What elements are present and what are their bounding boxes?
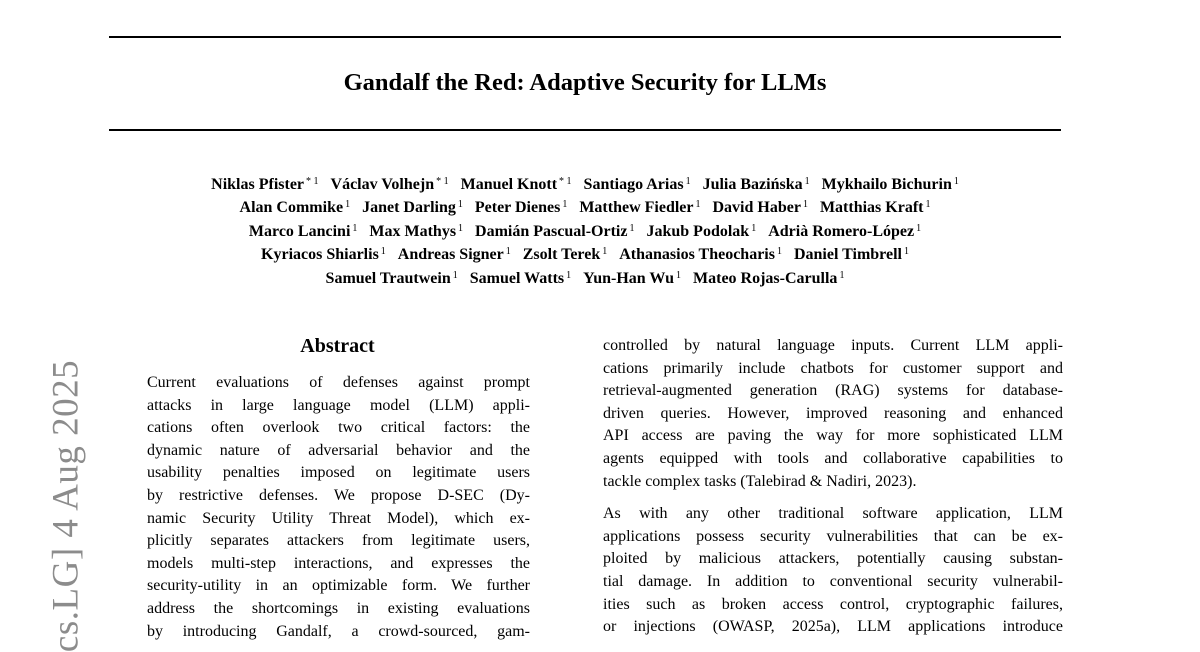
author-affiliation-mark: 1 <box>916 222 922 234</box>
author-name-text: Kyriacos Shiarlis <box>261 246 379 264</box>
author-affiliation-mark: 1 <box>452 269 458 281</box>
abstract-line: Current evaluations of defenses against prompt <box>147 374 530 391</box>
author-name <box>470 270 571 287</box>
intro-line: agents equipped with tools and collaborative capabilities to <box>603 449 1063 467</box>
author-name <box>261 246 386 263</box>
author-name-text: Samuel Watts <box>469 269 565 287</box>
abstract-line: by introducing Gandalf, a crowd-sourced, gam- <box>147 622 530 640</box>
author-affiliation-mark: 1 <box>953 176 959 187</box>
author-affiliation-mark: 1 <box>566 269 572 281</box>
author-affiliation-mark: * 1 <box>436 176 449 187</box>
author-name-text: Julia Bazińska <box>702 176 803 193</box>
author-affiliation-mark: 1 <box>925 199 931 211</box>
abstract-line: by restrictive defenses. We propose D-SEC (Dy- <box>147 486 530 504</box>
abstract-line: dynamic nature of adversarial behavior and the <box>147 441 530 459</box>
author-name-text: Matthias Kraft <box>819 199 924 217</box>
author-name-text: Václav Volhejn <box>330 176 435 193</box>
author-affiliation-mark: 1 <box>345 199 351 211</box>
author-line <box>80 267 1090 290</box>
intro-paragraph <box>603 335 1063 493</box>
abstract-line: namic Security Utility Threat Model), which ex- <box>147 509 530 527</box>
title-rule-bottom <box>109 129 1061 131</box>
author-affiliation-mark: 1 <box>839 269 845 281</box>
author-affiliation-mark: 1 <box>562 199 568 211</box>
author-name <box>822 176 959 193</box>
author-name <box>693 270 844 287</box>
author-affiliation-mark: 1 <box>685 176 691 187</box>
author-affiliation-mark: 1 <box>352 222 358 234</box>
author-name <box>369 223 463 240</box>
author-affiliation-mark: 1 <box>804 176 810 187</box>
author-affiliation-mark: * 1 <box>306 176 319 187</box>
author-name-text: Samuel Trautwein <box>325 269 451 287</box>
author-name <box>249 223 357 240</box>
author-list <box>80 173 1090 290</box>
author-name-text: Mykhailo Bichurin <box>821 176 952 193</box>
author-name-text: Janet Darling <box>362 199 456 217</box>
author-affiliation-mark: 1 <box>695 199 701 211</box>
author-affiliation-mark: 1 <box>380 246 386 258</box>
author-name <box>583 270 681 287</box>
intro-line: controlled by natural language inputs. Current LLM appli- <box>603 337 1063 354</box>
abstract-line: models multi-step interactions, and expresses the <box>147 554 530 572</box>
author-affiliation-mark: * 1 <box>559 176 572 187</box>
arxiv-stamp: cs.LG] 4 Aug 2025 <box>45 359 87 652</box>
author-name-text: Andreas Signer <box>397 246 504 264</box>
intro-line: ploited by malicious attackers, potentially causing substan- <box>603 550 1063 568</box>
author-name <box>523 246 608 263</box>
author-name <box>579 199 700 216</box>
author-name-text: Daniel Timbrell <box>793 246 902 264</box>
intro-column <box>603 335 1063 639</box>
author-name <box>211 176 318 193</box>
author-affiliation-mark: 1 <box>676 269 682 281</box>
author-affiliation-mark: 1 <box>457 199 463 211</box>
author-name-text: Mateo Rojas-Carulla <box>693 269 838 287</box>
author-name-text: Manuel Knott <box>460 176 558 193</box>
author-name <box>768 223 921 240</box>
author-line <box>80 220 1090 243</box>
author-name <box>362 199 463 216</box>
author-affiliation-mark: 1 <box>602 246 608 258</box>
intro-line: retrieval-augmented generation (RAG) systems for database- <box>603 382 1063 400</box>
intro-line: As with any other traditional software application, LLM <box>603 505 1063 523</box>
intro-line: ities such as broken access control, cryptographic failures, <box>603 595 1063 613</box>
intro-line: cations primarily include chatbots for customer support and <box>603 359 1063 377</box>
abstract-line: usability penalties imposed on legitimate users <box>147 464 530 482</box>
author-name <box>326 270 458 287</box>
author-name-text: Zsolt Terek <box>522 246 601 264</box>
abstract-line: cations often overlook two critical factors: the <box>147 419 530 437</box>
author-name-text: Adrià Romero-López <box>768 222 915 240</box>
author-name-text: Niklas Pfister <box>211 176 305 193</box>
intro-paragraph <box>603 503 1063 639</box>
author-name-text: Yun-Han Wu <box>583 269 675 287</box>
abstract-heading: Abstract <box>300 335 375 357</box>
author-name <box>646 223 756 240</box>
intro-line: API access are paving the way for more sophisticated LLM <box>603 427 1063 445</box>
author-name <box>240 199 351 216</box>
abstract-line: plicitly separates attackers from legitimate users, <box>147 532 530 550</box>
author-affiliation-mark: 1 <box>776 246 782 258</box>
intro-line: or injections (OWASP, 2025a), LLM applications introduce <box>603 618 1063 636</box>
paper-title: Gandalf the Red: Adaptive Security for LLMs <box>343 69 827 96</box>
author-name-text: Marco Lancini <box>248 222 351 240</box>
abstract-line: address the shortcomings in existing evaluations <box>147 599 530 617</box>
author-name <box>619 246 782 263</box>
author-line <box>80 243 1090 266</box>
intro-line: applications possess security vulnerabilities that can be ex- <box>603 527 1063 545</box>
author-name-text: Damián Pascual-Ortiz <box>475 222 628 240</box>
author-name <box>584 176 691 193</box>
intro-line: tackle complex tasks (Talebirad & Nadiri, 2023). <box>603 472 917 490</box>
author-name <box>820 199 931 216</box>
author-name-text: Athanasios Theocharis <box>619 246 775 264</box>
abstract-line: security-utility in an optimizable form. We further <box>147 577 530 595</box>
author-affiliation-mark: 1 <box>802 199 808 211</box>
author-name <box>461 176 572 193</box>
author-name <box>475 199 567 216</box>
author-name-text: Max Mathys <box>369 222 457 240</box>
author-name <box>713 199 808 216</box>
intro-line: driven queries. However, improved reasoning and enhanced <box>603 404 1063 422</box>
author-affiliation-mark: 1 <box>629 222 635 234</box>
author-name-text: Jakub Podolak <box>646 222 750 240</box>
author-name <box>331 176 449 193</box>
author-name-text: Santiago Arias <box>583 176 684 193</box>
author-name-text: David Haber <box>712 199 801 217</box>
author-name-text: Peter Dienes <box>474 199 561 217</box>
author-name <box>398 246 511 263</box>
author-affiliation-mark: 1 <box>505 246 511 258</box>
author-line <box>80 196 1090 219</box>
abstract-line: attacks in large language model (LLM) appli- <box>147 396 530 414</box>
author-affiliation-mark: 1 <box>751 222 757 234</box>
author-name <box>794 246 909 263</box>
author-name-text: Alan Commike <box>239 199 344 217</box>
author-name <box>475 223 634 240</box>
author-affiliation-mark: 1 <box>458 222 464 234</box>
author-name-text: Matthew Fiedler <box>579 199 694 217</box>
intro-line: tial damage. In addition to conventional security vulnerabil- <box>603 572 1063 590</box>
title-rule-top <box>109 36 1061 38</box>
author-affiliation-mark: 1 <box>903 246 909 258</box>
author-line <box>80 173 1090 196</box>
author-name <box>703 176 810 193</box>
abstract-body <box>147 372 530 643</box>
